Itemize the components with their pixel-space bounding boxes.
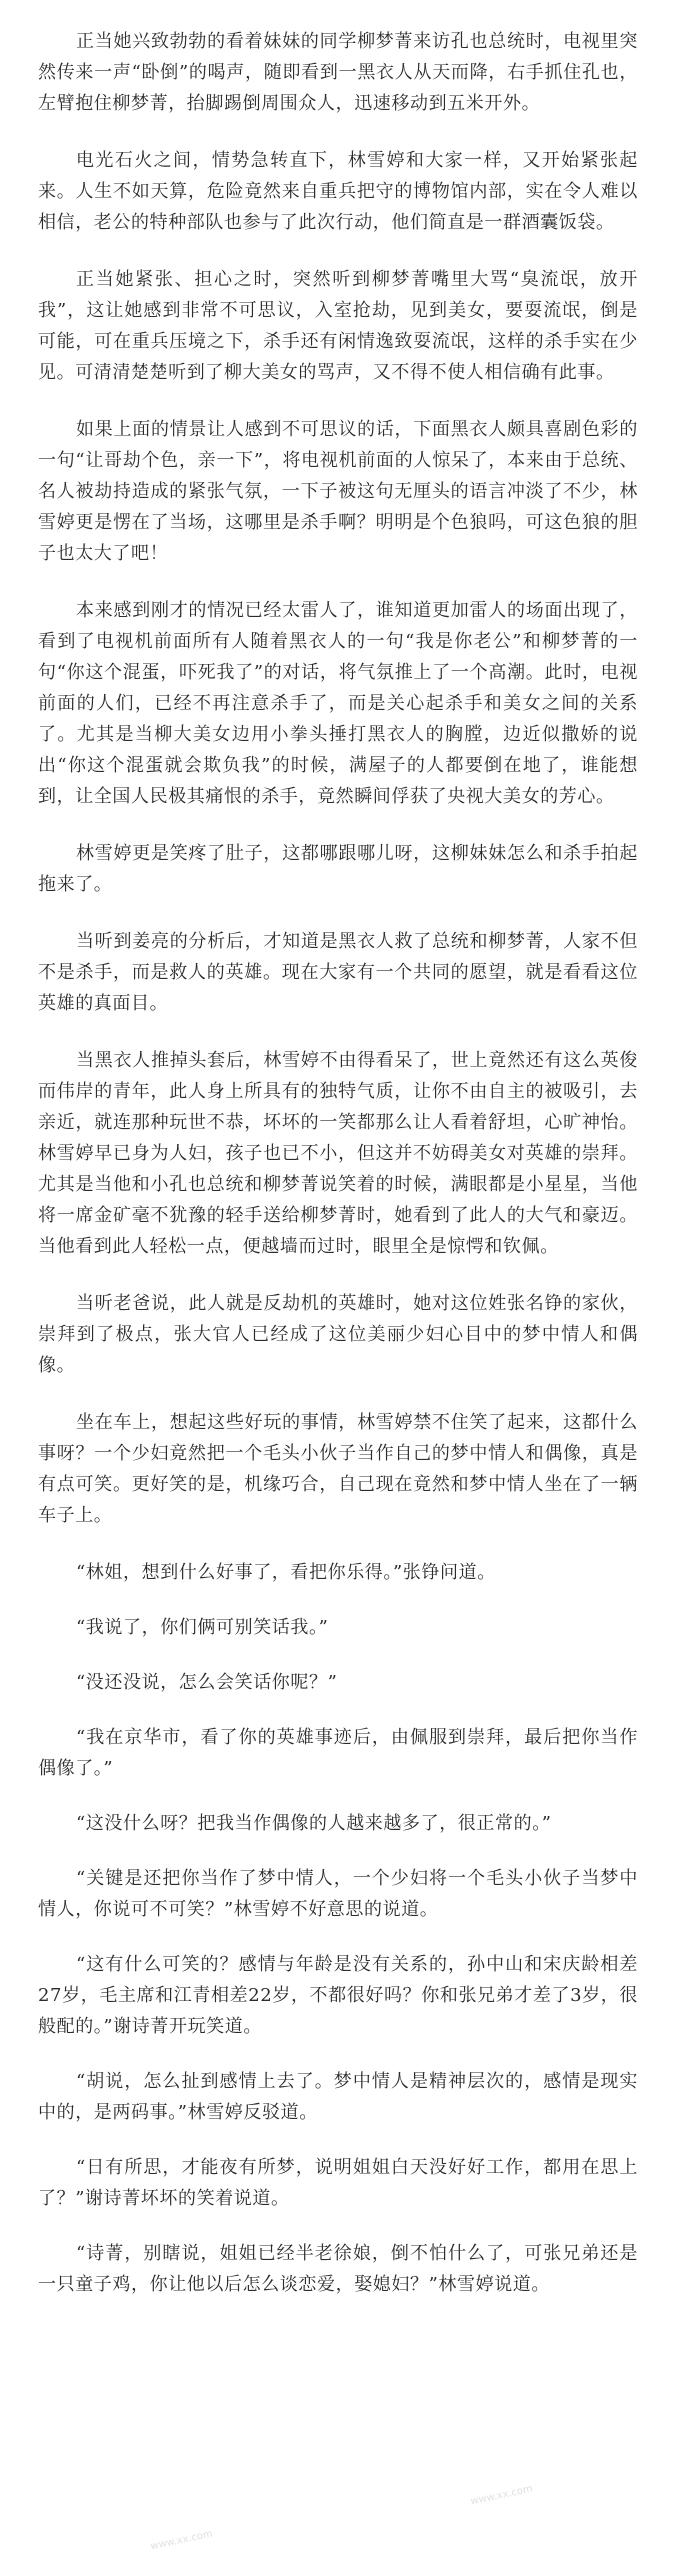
dialogue-line: “诗菁，别瞎说，姐姐已经半老徐娘，倒不怕什么了，可张兄弟还是一只童子鸡，你让他以后怎么谈恋爱，娶媳妇？”林雪婷说道。 (38, 2243, 638, 2295)
watermark: www.xx.com (149, 2528, 214, 2553)
dialogue-line: “这没什么呀？把我当作偶像的人越来越多了，很正常的。” (76, 1813, 552, 1834)
paragraph: 电光石火之间，情势急转直下，林雪婷和大家一样，又开始紧张起来。人生不如天算，危险竟然来自重兵把守的博物馆内部，实在令人难以相信，老公的特种部队也参与了此次行动，他们简直是一群酒囊饭袋。 (38, 150, 638, 233)
paragraph: 当听到姜亮的分析后，才知道是黑衣人救了总统和柳梦菁，人家不但不是杀手，而是救人的英雄。现在大家有一个共同的愿望，就是看看这位英雄的真面目。 (38, 931, 638, 1014)
paragraph: 林雪婷更是笑疼了肚子，这都哪跟哪儿呀，这柳妹妹怎么和杀手拍起拖来了。 (38, 843, 638, 895)
dialogue-line: “这有什么可笑的？感情与年龄是没有关系的，孙中山和宋庆龄相差27岁，毛主席和江青相差22岁，不都很好吗？你和张兄弟才差了3岁，很般配的。”谢诗菁开玩笑道。 (38, 1954, 638, 2037)
paragraph: 正当她兴致勃勃的看着妹妹的同学柳梦菁来访孔也总统时，电视里突然传来一声“卧倒”的喝声，随即看到一黑衣人从天而降，右手抓住孔也，左臂抱住柳梦菁，抬脚踢倒周围众人，迅速移动到五米开外。 (38, 31, 638, 114)
dialogue-line: “林姐，想到什么好事了，看把你乐得。”张铮问道。 (76, 1562, 496, 1583)
dialogue-line: “我在京华市，看了你的英雄事迹后，由佩服到崇拜，最后把你当作偶像了。” (38, 1727, 638, 1779)
dialogue-line: “胡说，怎么扯到感情上去了。梦中情人是精神层次的，感情是现实中的，是两码事。”林雪婷反驳道。 (38, 2071, 638, 2123)
paragraph: 如果上面的情景让人感到不可思议的话，下面黑衣人颇具喜剧色彩的一句“让哥劫个色，亲一下”，将电视机前面的人惊呆了，本来由于总统、名人被劫持造成的紧张气氛，一下子被这句无厘头的语言冲淡了不少，林雪婷更是愣在了当场，这哪里是杀手啊？明明是个色狼吗，可这色狼的胆子也太大了吧！ (38, 419, 638, 564)
dialogue-line: “没还没说，怎么会笑话你呢？” (76, 1672, 338, 1693)
paragraph: 正当她紧张、担心之时，突然听到柳梦菁嘴里大骂“臭流氓，放开我”，这让她感到非常不可思议，入室抢劫，见到美女，要耍流氓，倒是可能，可在重兵压境之下，杀手还有闲情逸致耍流氓，这样的杀手实在少见。可清清楚楚听到了柳大美女的骂声，又不得不使人相信确有此事。 (38, 269, 638, 383)
dialogue-line: “我说了，你们俩可别笑话我。” (76, 1617, 329, 1638)
dialogue-line: “关键是还把你当作了梦中情人，一个少妇将一个毛头小伙子当梦中情人，你说可不可笑？”林雪婷不好意思的说道。 (38, 1868, 638, 1920)
dialogue-line: “日有所思，才能夜有所梦，说明姐姐白天没好好工作，都用在思上了？”谢诗菁坏坏的笑着说道。 (38, 2157, 638, 2209)
story-text (38, 26, 638, 2324)
watermark: www.xx.com (469, 2483, 534, 2508)
paragraph: 本来感到刚才的情况已经太雷人了，谁知道更加雷人的场面出现了，看到了电视机前面所有人随着黑衣人的一句“我是你老公”和柳梦菁的一句“你这个混蛋，吓死我了”的对话，将气氛推上了一个高潮。此时，电视前面的人们，已经不再注意杀手了，而是关心起杀手和美女之间的关系了。尤其是当柳大美女边用小拳头捶打黑衣人的胸膛，边近似撒娇的说出“你这个混蛋就会欺负我”的时候，满屋子的人都要倒在地了，谁能想到，让全国人民极其痛恨的杀手，竟然瞬间俘获了央视大美女的芳心。 (38, 600, 638, 807)
paragraph: 坐在车上，想起这些好玩的事情，林雪婷禁不住笑了起来，这都什么事呀？一个少妇竟然把一个毛头小伙子当作自己的梦中情人和偶像，真是有点可笑。更好笑的是，机缘巧合，自己现在竟然和梦中情人坐在了一辆车子上。 (38, 1412, 638, 1526)
paragraph: 当黑衣人推掉头套后，林雪婷不由得看呆了，世上竟然还有这么英俊而伟岸的青年，此人身上所具有的独特气质，让你不由自主的被吸引，去亲近，就连那种玩世不恭，坏坏的一笑都那么让人看着舒坦，心旷神怡。林雪婷早已身为人妇，孩子也已不小，但这并不妨碍美女对英雄的崇拜。尤其是当他和小孔也总统和柳梦菁说笑着的时候，满眼都是小星星，当他将一席金矿毫不犹豫的轻手送给柳梦菁时，她看到了此人的大气和豪迈。当他看到此人轻松一点，便越墙而过时，眼里全是惊愕和钦佩。 (38, 1050, 638, 1257)
paragraph: 当听老爸说，此人就是反劫机的英雄时，她对这位姓张名铮的家伙，崇拜到了极点，张大官人已经成了这位美丽少妇心目中的梦中情人和偶像。 (38, 1293, 638, 1376)
